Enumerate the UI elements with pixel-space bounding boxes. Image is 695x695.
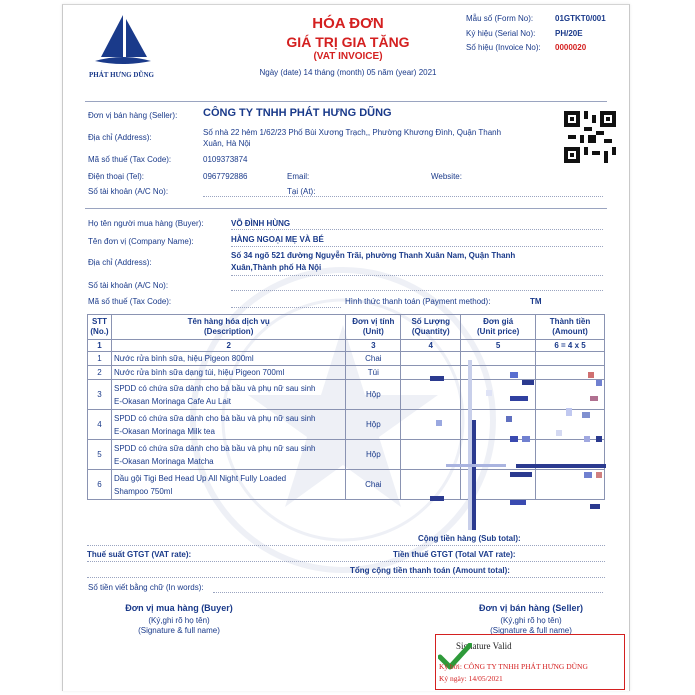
seller-name: CÔNG TY TNHH PHÁT HƯNG DŨNG — [203, 107, 392, 119]
subtotal-label: Cộng tiền hàng (Sub total): — [418, 534, 521, 543]
row-no: 2 — [88, 366, 112, 380]
buyer-signature-note: (Ký,ghi rõ họ tên) — [148, 616, 210, 625]
grand-total-label: Tổng cộng tiền thanh toán (Amount total): — [350, 566, 510, 575]
row-description: SPDD có chứa sữa dành cho bà bầu và phụ nữ sau sinh E-Okasan Morinaga Matcha — [111, 440, 345, 470]
dotted-line — [231, 246, 603, 247]
row-description: Dầu gội Tigi Bed Head Up All Night Fully Loaded Shampoo 750ml — [111, 470, 345, 500]
dotted-line — [87, 545, 605, 546]
buyer-tax-label: Mã số thuế (Tax Code): — [88, 297, 172, 306]
vat-total-label: Tiền thuế GTGT (Total VAT rate): — [393, 550, 516, 559]
seller-email-label: Email: — [287, 172, 310, 181]
signed-date-text: Ký ngày: 14/05/2021 — [439, 674, 503, 683]
buyer-name: VÕ ĐÌNH HÙNG — [231, 219, 291, 228]
col-number: 3 — [346, 340, 401, 352]
seller-tax-value: 0109373874 — [203, 155, 248, 164]
invoice-title-en: (VAT INVOICE) — [313, 51, 383, 62]
row-description: SPDD có chứa sữa dành cho bà bầu và phụ nữ sau sinh E-Okasan Morinaga Cafe Au Lait — [111, 380, 345, 410]
col-header-no: STT (No.) — [88, 315, 112, 340]
buyer-address-line1: Số 34 ngõ 521 đường Nguyễn Trãi, phường Thanh Xuân Nam, Quận Thanh — [231, 251, 516, 260]
seller-signature-title: Đơn vị bán hàng (Seller) — [479, 603, 583, 613]
invoice-no-value: 0000020 — [555, 43, 587, 52]
amount-in-words-label: Số tiền viết bằng chữ (In words): — [88, 583, 204, 592]
col-header-amount: Thành tiền (Amount) — [536, 315, 605, 340]
row-no: 5 — [88, 440, 112, 470]
dotted-line — [87, 577, 605, 578]
invoice-date: Ngày (date) 14 tháng (month) 05 năm (year) 2021 — [259, 68, 437, 77]
seller-address-line2: Xuân, Hà Nội — [203, 139, 251, 148]
seller-website-label: Website: — [431, 172, 462, 181]
dotted-line — [203, 196, 603, 197]
buyer-company-name: HÀNG NGOẠI MẸ VÀ BÉ — [231, 235, 324, 244]
dotted-line — [87, 561, 605, 562]
dotted-line — [213, 592, 603, 593]
row-description: Nước rửa bình sữa, hiệu Pigeon 800ml — [111, 352, 345, 366]
buyer-signature-note-en: (Signature & full name) — [138, 626, 220, 635]
col-number: 1 — [88, 340, 112, 352]
buyer-label: Họ tên người mua hàng (Buyer): — [88, 219, 204, 228]
seller-address-line1: Số nhà 22 hẻm 1/62/23 Phố Bùi Xương Trạch,, Phường Khương Đình, Quận Thanh — [203, 128, 502, 137]
qr-code-icon — [564, 111, 616, 163]
serial-no-value: PH/20E — [555, 29, 583, 38]
row-description: SPDD có chứa sữa dành cho bà bầu và phụ nữ sau sinh E-Okasan Morinaga Milk tea — [111, 410, 345, 440]
logo-company-name: PHÁT HƯNG DŨNG — [89, 71, 154, 79]
seller-phone-value: 0967792886 — [203, 172, 248, 181]
row-unit: Hộp — [346, 380, 401, 410]
col-number: 2 — [111, 340, 345, 352]
row-no: 4 — [88, 410, 112, 440]
row-description: Nước rửa bình sữa dạng túi, hiệu Pigeon 700ml — [111, 366, 345, 380]
seller-signature-note-en: (Signature & full name) — [490, 626, 572, 635]
row-unit: Chai — [346, 352, 401, 366]
redacted-values-mosaic — [406, 360, 606, 530]
form-no-label: Mẫu số (Form No): — [466, 14, 534, 23]
buyer-address-line2: Xuân,Thành phố Hà Nội — [231, 263, 322, 272]
seller-at-label: Tại (At): — [287, 187, 316, 196]
dotted-line — [231, 307, 341, 308]
col-number: 5 — [461, 340, 536, 352]
invoice-title: HÓA ĐƠN — [312, 15, 384, 32]
seller-tax-label: Mã số thuế (Tax Code): — [88, 155, 172, 164]
payment-method-value: TM — [530, 297, 542, 306]
row-unit: Hộp — [346, 410, 401, 440]
dotted-line — [231, 229, 603, 230]
buyer-signature-title: Đơn vị mua hàng (Buyer) — [125, 603, 233, 613]
vat-rate-label: Thuế suất GTGT (VAT rate): — [87, 550, 192, 559]
serial-no-label: Ký hiệu (Serial No): — [466, 29, 536, 38]
row-no: 3 — [88, 380, 112, 410]
buyer-company-label: Tên đơn vị (Company Name): — [88, 237, 194, 246]
sailboat-logo-icon — [93, 13, 153, 71]
col-header-description: Tên hàng hóa dịch vụ (Description) — [111, 315, 345, 340]
col-header-unit-price: Đơn giá (Unit price) — [461, 315, 536, 340]
row-unit: Túi — [346, 366, 401, 380]
seller-signature-note: (Ký,ghi rõ họ tên) — [500, 616, 562, 625]
invoice-no-label: Số hiệu (Invoice No): — [466, 43, 541, 52]
col-header-unit: Đơn vị tính (Unit) — [346, 315, 401, 340]
payment-method-label: Hình thức thanh toán (Payment method): — [345, 297, 491, 306]
row-no: 6 — [88, 470, 112, 500]
seller-phone-label: Điện thoại (Tel): — [88, 172, 145, 181]
table-header-row — [88, 315, 605, 340]
dotted-line — [231, 290, 603, 291]
invoice-page — [62, 4, 630, 691]
form-no-value: 01GTKT0/001 — [555, 14, 606, 23]
buyer-account-label: Số tài khoản (A/C No): — [88, 281, 169, 290]
dotted-line — [231, 275, 603, 276]
col-number: 6 = 4 x 5 — [536, 340, 605, 352]
seller-address-label: Địa chỉ (Address): — [88, 133, 152, 142]
row-unit: Chai — [346, 470, 401, 500]
col-header-quantity: Số Lượng (Quantity) — [401, 315, 461, 340]
signed-by-text: Ký bởi: CÔNG TY TNHH PHÁT HƯNG DŨNG — [439, 662, 588, 671]
seller-label: Đơn vị bán hàng (Seller): — [88, 111, 178, 120]
column-number-row — [88, 340, 605, 352]
divider — [85, 208, 607, 209]
buyer-address-label: Địa chỉ (Address): — [88, 258, 152, 267]
invoice-title-sub: GIÁ TRỊ GIA TĂNG — [286, 34, 410, 50]
row-unit: Hộp — [346, 440, 401, 470]
col-number: 4 — [401, 340, 461, 352]
digital-signature-box[interactable] — [435, 634, 625, 690]
seller-account-label: Số tài khoản (A/C No): — [88, 187, 169, 196]
divider — [85, 101, 607, 102]
row-no: 1 — [88, 352, 112, 366]
signature-valid-text: Signature Valid — [456, 641, 512, 651]
